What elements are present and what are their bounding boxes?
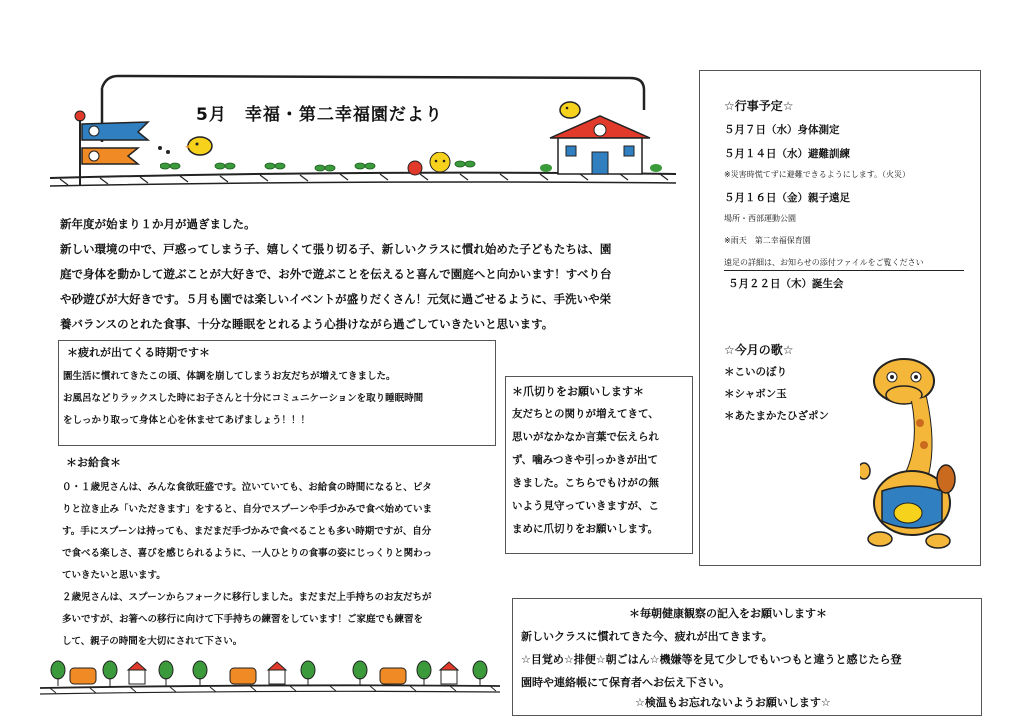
fatigue-line: お風呂などりラックスした時にお子さんと十分にコミュニケーションを取り睡眠時間 bbox=[63, 393, 424, 404]
lunch-line: して、親子の時間を大切にされて下さい。 bbox=[62, 636, 243, 647]
intro-line: 新しい環境の中で、戸惑ってしまう子、嬉しくて張り切る子、新しいクラスに慣れ始めた子どもたちは、園 bbox=[60, 242, 612, 256]
event-note: 場所・西部運動公園 bbox=[724, 214, 796, 223]
nails-title: ＊爪切りをお願いします＊ bbox=[512, 385, 644, 398]
fatigue-line: をしっかり取って身体と心を休ませてあげましょう！！！ bbox=[63, 415, 311, 426]
fatigue-title: ＊疲れが出てくる時期です＊ bbox=[67, 346, 210, 359]
nails-line: いよう見守っていきますが、こ bbox=[512, 500, 659, 512]
nails-section bbox=[505, 376, 693, 554]
nails-line: きました。こちらでもけがの無 bbox=[512, 477, 659, 489]
event-item: ５月１６日（金）親子遠足 bbox=[724, 192, 850, 204]
health-line: ☆目覚め☆排便☆朝ごはん☆機嫌等を見て少しでもいつもと違うと感じたら登 bbox=[521, 653, 902, 666]
lunch-title: ＊お給食＊ bbox=[66, 456, 121, 469]
health-line: 園時や連絡帳にて保育者へお伝え下さい。 bbox=[521, 676, 730, 689]
events-panel bbox=[699, 70, 981, 566]
event-item: ５月７日（水）身体測定 bbox=[724, 124, 840, 136]
lunch-line: で食べる楽しさ、喜びを感じられるように、一人ひとりの食事の姿にじっくりと関わっ bbox=[62, 548, 433, 559]
fatigue-line: 園生活に慣れてきたこの頃、体調を崩してしまうお友だちが増えてきました。 bbox=[63, 371, 396, 382]
event-note: ※雨天 第二幸福保育園 bbox=[724, 236, 811, 245]
health-section bbox=[512, 598, 982, 716]
event-note: 遠足の詳細は、お知らせの添付ファイルをご覧ください bbox=[724, 258, 924, 267]
lunch-line: りと泣き止み「いただきます」をすると、自分でスプーンや手づかみで食べ始めていま bbox=[62, 504, 433, 515]
lunch-line: す。手にスプーンは持っても、まだまだ手づかみで食べることも多い時期ですが、自分 bbox=[62, 526, 432, 537]
health-line: 新しいクラスに慣れてきた今、疲れが出てきます。 bbox=[521, 630, 773, 643]
intro-paragraph bbox=[60, 212, 612, 337]
lunch-line: ていきたいと思います。 bbox=[62, 570, 166, 581]
health-line: ☆検温もお忘れないようお願いします☆ bbox=[635, 696, 831, 709]
intro-line: 養バランスのとれた食事、十分な睡眠をとれるよう心掛けながら過ごしていきたいと思います。 bbox=[60, 317, 554, 331]
school-icon bbox=[530, 98, 670, 178]
lunch-section bbox=[58, 456, 498, 646]
intro-line: 庭で身体を動かして遊ぶことが大好きで、お外で遊ぶことを伝えると喜んで園庭へと向かいます！すべり台 bbox=[60, 267, 612, 281]
events-title: ☆行事予定☆ bbox=[724, 99, 794, 113]
sprouts-row bbox=[160, 152, 520, 182]
event-item: ５月２２日（木）誕生会 bbox=[728, 278, 844, 290]
lunch-line: ２歳児さんは、スプーンからフォークに移行しました。まだまだ上手持ちのお友だちが bbox=[62, 592, 432, 603]
nails-line: まめに爪切りをお願いします。 bbox=[512, 523, 659, 535]
village-illustration bbox=[40, 656, 500, 702]
fatigue-section bbox=[58, 340, 496, 446]
nails-line: ず、噛みつきや引っかきが出て bbox=[512, 454, 658, 466]
lunch-line: ０・１歳児さんは、みんな食欲旺盛です。泣いていても、お給食の時間になると、ピタ bbox=[62, 482, 432, 493]
intro-line: や砂遊びが大好きです。５月も園では楽しいイベントが盛りだくさん！元気に過ごせるように、手洗いや栄 bbox=[60, 292, 612, 306]
page-title: 5月 幸福・第二幸福園だより bbox=[196, 105, 443, 125]
songs-title: ☆今月の歌☆ bbox=[724, 343, 794, 357]
event-note: ※災害時慌てずに避難できるようにします。（火災） bbox=[724, 170, 911, 179]
event-item: ５月１４日（水）避難訓練 bbox=[724, 148, 850, 160]
lunch-line: 多いですが、お箸への移行に向けて下手持ちの練習をしています！ご家庭でも練習を bbox=[62, 614, 424, 625]
song-item: ＊あたまかたひざポン bbox=[724, 410, 829, 422]
nails-line: 思いがなかなか言葉で伝えられ bbox=[512, 431, 659, 443]
note-underline bbox=[724, 270, 964, 271]
giraffe-icon bbox=[860, 353, 978, 553]
song-item: ＊シャボン玉 bbox=[724, 388, 787, 400]
song-item: ＊こいのぼり bbox=[724, 366, 787, 378]
nails-line: 友だちとの関りが増えてきて、 bbox=[512, 408, 659, 420]
intro-line: 新年度が始まり１か月が過ぎました。 bbox=[60, 217, 256, 231]
health-title: ＊毎朝健康観察の記入をお願いします＊ bbox=[629, 607, 827, 620]
